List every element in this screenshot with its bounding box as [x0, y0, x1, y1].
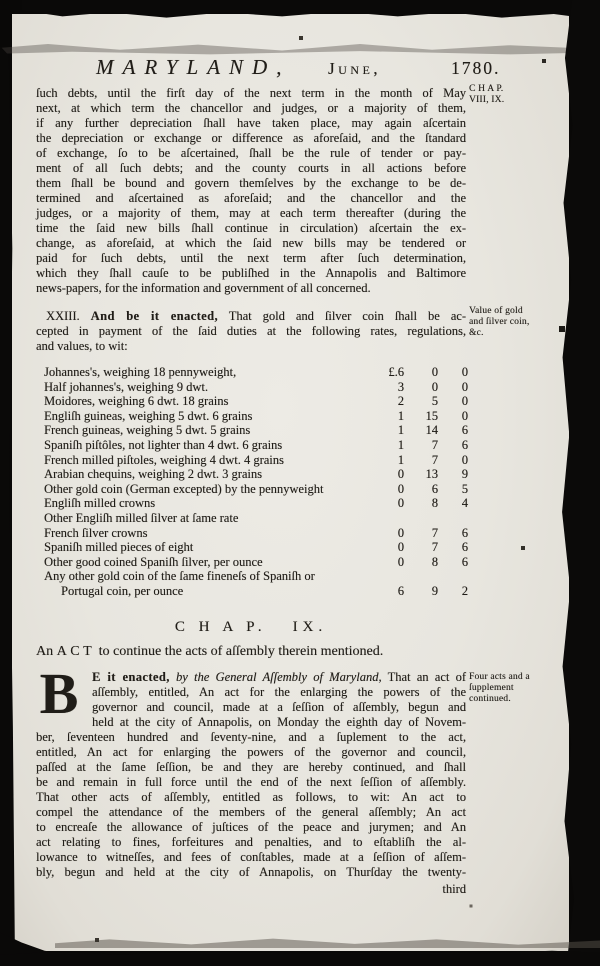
shillings-value: 13: [425, 467, 438, 482]
text-line: paid for ſuch debts, until the next term after ſuch determination,: [36, 251, 466, 265]
page-title-state: MARYLAND,: [96, 55, 291, 79]
table-row: [44, 394, 468, 409]
coin-label: Engliſh milled crowns: [44, 496, 156, 511]
shillings-value: 9: [431, 583, 438, 598]
text-line: them ſhall be bound and govern themſelves by the exchange to be de-: [36, 176, 466, 190]
act-title-rest: to continue the acts of aſſembly therein mentioned.: [98, 644, 384, 659]
pounds-value: 1: [397, 423, 404, 438]
text-line: ſuch debts, until the firſt day of the next term in the month of May: [36, 86, 466, 100]
text-line: news-papers, for the information and government of all concerned.: [36, 281, 371, 295]
margin-note-chapter-line2: VIII, IX.: [469, 95, 505, 105]
table-row: [44, 540, 468, 555]
shillings-value: [404, 569, 438, 584]
section-text: That gold and ſilver coin ſhall be ac-: [228, 309, 467, 323]
table-row: [44, 409, 468, 424]
text-line: next, at which term the chancellor and judges, or a majority of them,: [36, 101, 466, 115]
pence-value: 9: [461, 467, 468, 482]
text-line: That other acts of aſſembly, entitled as follows, to wit: An act to: [36, 790, 466, 804]
text-line: cepted in payment of the ſaid duties at the following rates, regulations,: [36, 324, 466, 338]
pounds-value: 6: [397, 583, 404, 598]
pounds-value: 0: [397, 481, 404, 496]
margin-note-coin-value: Value of gold and ſilver coin, &c.: [469, 306, 530, 338]
coin-label: Johannes's, weighing 18 pennyweight,: [44, 365, 237, 379]
text-line: and values, to wit:: [36, 339, 128, 353]
pounds-value: 0: [397, 467, 404, 482]
pence-value: 0: [461, 452, 468, 467]
section-text: That an act of: [387, 670, 466, 684]
text-line: to encreaſe the allowance of juſtices of the peace and jurymen; and An: [36, 820, 466, 834]
pounds-value: £.6: [388, 365, 404, 379]
shillings-value: 15: [425, 408, 438, 423]
coin-label: Arabian chequins, weighing 2 dwt. 3 grains: [44, 467, 263, 482]
pounds-value: 0: [397, 554, 404, 569]
pence-value: 6: [461, 554, 468, 569]
table-row: [44, 365, 468, 380]
pence-value: 2: [461, 583, 468, 598]
text-line: ber, ſeventeen hundred and ſeventy-nine, and a ſuplement to the act,: [36, 730, 466, 744]
act-title-pre: An: [36, 644, 54, 659]
text-line: the depreciation or exchange or difference as aforeſaid, and the ſtandard: [36, 131, 466, 145]
shillings-value: [404, 511, 438, 526]
pence-value: 0: [461, 379, 468, 394]
coin-label: French guineas, weighing 5 dwt. 5 grains: [44, 423, 251, 438]
coin-label: Engliſh guineas, weighing 5 dwt. 6 grains: [44, 408, 253, 423]
text-line: change, as aforeſaid, at which the ſaid new bills may be tendered or: [36, 236, 466, 250]
coin-label: Other good coined Spaniſh ſilver, per ounce: [44, 554, 263, 569]
act-title: [36, 644, 466, 660]
table-row: [44, 511, 468, 526]
pounds-value: 1: [397, 452, 404, 467]
coin-label: Any other gold coin of the ſame fineneſs of Spaniſh or: [44, 569, 315, 584]
text-line: compel the attendance of the members of the general aſſembly; An act: [36, 805, 466, 819]
text-line: [36, 309, 466, 324]
coin-label: French ſilver crowns: [44, 525, 148, 540]
table-row: [44, 380, 468, 395]
shillings-value: 7: [431, 540, 438, 555]
scan-noise: [0, 0, 2, 2]
margin-note-chapter-ref: [469, 84, 531, 106]
coin-label: French milled piſtoles, weighing 4 dwt. 4 grains: [44, 452, 284, 467]
pence-value: 0: [461, 408, 468, 423]
enacting-clause-blackletter: And be it enacted,: [90, 309, 218, 323]
pence-value: 6: [461, 437, 468, 452]
table-row: [44, 453, 468, 468]
pounds-value: [362, 511, 404, 526]
chapter-word: C H A P.: [174, 619, 267, 635]
shillings-value: 7: [431, 525, 438, 540]
shillings-value: 5: [431, 394, 438, 409]
shillings-value: 7: [431, 437, 438, 452]
assembly-name-italic: by the General Aſſembly of Maryland,: [176, 670, 382, 684]
text-line: act relating to fines, forfeitures and penalties, and to eſtabliſh the al-: [36, 835, 466, 849]
text-line: entitled, An act for enlarging the powers of the governor and council,: [36, 745, 466, 759]
text-line: held at the city of Annapolis, on Monday the eighth day of Novem-: [92, 715, 466, 729]
pence-value: 6: [461, 423, 468, 438]
section-xxiii: [36, 309, 466, 354]
text-line: be and remain in full force until the end of the next ſeſſion of aſſembly.: [36, 775, 466, 789]
pence-value: 6: [461, 525, 468, 540]
text-line: if any further depreciation ſhall have taken place, may again aſcertain: [36, 116, 466, 130]
shillings-value: 8: [431, 554, 438, 569]
chapter-ix-heading: [36, 619, 466, 636]
text-line: of exchange, ſo to be aſcertained, ſhall be the rule of tender or pay-: [36, 146, 466, 160]
act-title-caps: ACT: [56, 644, 96, 659]
page-title-year: 1780.: [451, 58, 501, 78]
pence-value: 6: [461, 540, 468, 555]
coin-label: Half johannes's, weighing 9 dwt.: [44, 379, 209, 394]
pounds-value: [362, 569, 404, 584]
shillings-value: 6: [431, 481, 438, 496]
pence-value: 0: [461, 394, 468, 409]
section-number: XXIII.: [46, 309, 80, 323]
paragraph-body: [36, 685, 466, 880]
catchword: third: [442, 882, 466, 896]
scan-border-bottom: [0, 949, 600, 966]
margin-note-chapter-line1: C H A P.: [469, 84, 504, 94]
page-title-month: June,: [328, 59, 382, 78]
pounds-value: 0: [397, 525, 404, 540]
coin-label: Spaniſh piſtôles, not lighter than 4 dwt. 6 grains: [44, 437, 283, 452]
shillings-value: 8: [431, 496, 438, 511]
shillings-value: 14: [425, 423, 438, 438]
text-line: governor and council, made at a ſeſſion of aſſembly, begun and: [92, 700, 466, 714]
table-row: [44, 423, 468, 438]
text-line: ment of all ſuch debts; and the county courts in all actions before: [36, 161, 466, 175]
shillings-value: 0: [431, 379, 438, 394]
text-line: bly, begun and held at the city of Annapolis, on Thurſday the twenty-: [36, 865, 466, 879]
pounds-value: 0: [397, 496, 404, 511]
pounds-value: 1: [397, 437, 404, 452]
table-row: [44, 584, 468, 599]
chapter-number: IX.: [292, 619, 328, 635]
text-line: lowance to witneſſes, and fees of conſtables, made at a ſeſſion of aſſem-: [36, 850, 466, 864]
enacting-clause-blackletter: E it enacted,: [92, 670, 170, 684]
table-row: [44, 496, 468, 511]
pence-value: 5: [461, 481, 468, 496]
pounds-value: 2: [397, 394, 404, 409]
coin-label: Portugal coin, per ounce: [61, 583, 184, 598]
table-row: [44, 526, 468, 541]
table-row: [44, 569, 468, 584]
coin-label: Other Engliſh milled ſilver at ſame rate: [44, 510, 239, 525]
drop-cap: B: [39, 661, 79, 726]
text-line: [36, 670, 466, 685]
text-line: aſſembly, entitled, An act for the enlarging the powers of the: [92, 685, 466, 699]
text-line: which they ſhall cauſe to be publiſhed in the Annapolis and Baltimore: [36, 266, 466, 280]
table-row: [44, 438, 468, 453]
paragraph-debts-exchange: [36, 86, 466, 296]
table-row: [44, 482, 468, 497]
table-row: [44, 467, 468, 482]
coin-label: Other gold coin (German excepted) by the pennyweight: [44, 481, 324, 496]
coin-label: Moidores, weighing 6 dwt. 18 grains: [44, 394, 229, 409]
pounds-value: 0: [397, 540, 404, 555]
shillings-value: 7: [431, 452, 438, 467]
pence-value: [438, 569, 468, 584]
pounds-value: 3: [397, 379, 404, 394]
coin-value-table: [44, 365, 468, 599]
margin-note-acts-continued: Four acts and a ſupplement continued.: [469, 672, 530, 704]
shillings-value: 0: [431, 365, 438, 379]
pence-value: 0: [461, 365, 468, 379]
pounds-value: 1: [397, 408, 404, 423]
table-row: [44, 555, 468, 570]
text-line: time the ſaid new bills ſhall continue in circulation) aſcertain the ex-: [36, 221, 466, 235]
coin-label: Spaniſh milled pieces of eight: [44, 540, 194, 555]
enacting-paragraph: [36, 661, 466, 880]
pence-value: [438, 511, 468, 526]
text-line: judges, or a majority of them, may at each term thereafter (during the: [36, 206, 466, 220]
pence-value: 4: [461, 496, 468, 511]
text-line: paſſed at the ſame ſeſſion, be and they are hereby continued, and ſhall: [36, 760, 466, 774]
text-line: termined and aſcertained as aforeſaid; and the chancellor and the: [36, 191, 466, 205]
